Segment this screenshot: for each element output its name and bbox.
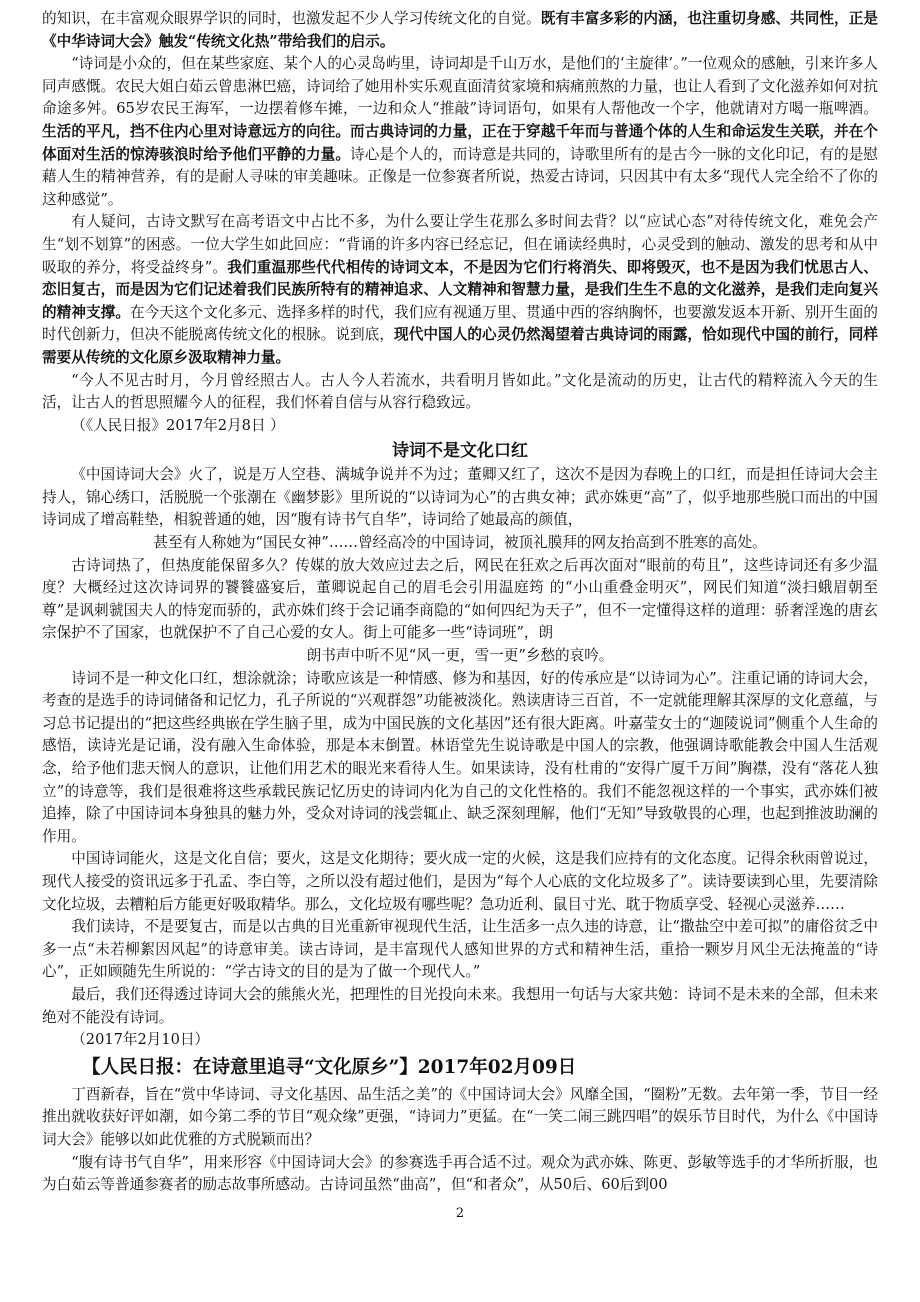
- paragraph: “诗词是小众的，但在某些家庭、某个人的心灵岛屿里，诗词却是千山万水，是他们的‘主旋律’。”一位观众的感触，引来许多人同声感慨。农民大姐白茹云曾患淋巴癌，诗词给了她用朴实乐观直面清贫家境和病痛煎熬的力量，也让人看到了文化滋养如何对抗命途多舛。65岁农民王海军，一边摆着修车摊，一边和众人“推敲”诗词语句，如果有人帮他改一个字，他就请对方喝一瓶啤酒。生活的平凡，挡不住内心里对诗意远方的向往。而古典诗词的力量，正在于穿越千年而与普通个体的人生和命运发生关联，并在个体面对生活的惊涛骇浪时给予他们平静的力量。诗心是个人的，而诗意是共同的，诗歌里所有的是古今一脉的文化印记，有的是慰藉人生的精神营养，有的是耐人寻味的审美趣味。正像是一位参赛者所说，热爱古诗词，只因其中有太多“现代人完全给不了你的这种感觉”。: [42, 55, 878, 208]
- page-number: 2: [455, 1206, 465, 1221]
- paragraph: 《中国诗词大会》火了，说是万人空巷、满城争说并不为过；董卿又红了，这次不是因为春晚上的口红，而是担任诗词大会主持人，锦心绣口，活脱脱一个张潮在《幽梦影》里所说的“以诗词为心”的古典女神；武亦姝更“高”了，似乎地那些脱口而出的中国诗词成了增高鞋垫，相貌普通的她，因“腹有诗书气自华”，诗词给了她最高的颜值，: [42, 466, 878, 529]
- paragraph: “今人不见古时月，今月曾经照古人。古人今人若流水，共看明月皆如此。”文化是流动的历史，让古代的精粹流入今天的生活，让古人的哲思照耀今人的征程，我们怀着自信与从容行稳致远。: [42, 371, 878, 412]
- paragraph: “腹有诗书气自华”，用来形容《中国诗词大会》的参赛选手再合适不过。观众为武亦姝、陈更、彭敏等选手的才华所折服，也为白茹云等普通参赛者的励志故事所感动。古诗词虽然“曲高”，但“和者众”，从50后、60后到00: [42, 1153, 878, 1194]
- paragraph: 中国诗词能火，这是文化自信；要火，这是文化期待；要火成一定的火候，这是我们应持有的文化态度。记得余秋雨曾说过，现代人接受的资讯远多于孔孟、李白等，之所以没有超过他们，是因为“每个人心底的文化垃圾多了”。读诗要读到心里，先要清除文化垃圾，去糟粕后方能更好吸取精华。那么，文化垃圾有哪些呢？急功近利、鼠目寸光、耽于物质享受、轻视心灵滋养……: [42, 850, 878, 913]
- paragraph-continuation: 甚至有人称她为“国民女神”……曾经高冷的中国诗词，被顶礼膜拜的网友抬高到不胜寒的高处。: [153, 534, 767, 552]
- paragraph: 的知识，在丰富观众眼界学识的同时，也激发起不少人学习传统文化的自觉。既有丰富多彩的内涵，也注重切身感、共同性，正是《中华诗词大会》触发“传统文化热”带给我们的启示。: [42, 10, 878, 50]
- bold-text: 我们重温那些代代相传的诗词文本，不是因为它们行将消失、即将毁灭，也不是因为我们忧思古人、恋旧复古，而是因为它们记述着我们民族所特有的精神追求、人文精神和智慧力量，是我们生生不息的文化滋养，是我们走向复兴的精神支撑。: [42, 258, 878, 321]
- paragraph: 最后，我们还得透过诗词大会的熊熊火光，把理性的目光投向未来。我想用一句话与大家共勉：诗词不是未来的全部，但未来绝对不能没有诗词。: [42, 985, 878, 1026]
- paragraph: 我们读诗，不是要复古，而是以古典的目光重新审视现代生活，让生活多一点久违的诗意，让“撒盐空中差可拟”的庸俗贫乏中多一点“未若柳絮因风起”的诗意审美。读古诗词，是丰富现代人感知世界的方式和精神生活，重拾一颗岁月风尘无法掩盖的“诗心”，正如顾随先生所说的：“学古诗文的目的是为了做一个现代人。”: [42, 918, 878, 981]
- paragraph: 诗词不是一种文化口红，想涂就涂；诗歌应该是一种情感、修为和基因，好的传承应是“以诗词为心”。注重记诵的诗词大会，考查的是选手的诗词储备和记忆力，孔子所说的“兴观群怨”功能被淡化。熟读唐诗三百首，不一定就能理解其深厚的文化意蕴，与习总书记提出的“把这些经典嵌在学生脑子里，成为中国民族的文化基因”还有很大距离。叶嘉莹女士的“迦陵说词”侧重个人生命的感悟，读诗光是记诵，没有融入生命体验，那是本末倒置。林语堂先生说诗歌是中国人的宗教，他强调诗歌能教会中国人生活观念，给予他们悲天悯人的意识，让他们用艺术的眼光来看待人生。如果读诗，没有杜甫的“安得广厦千万间”胸襟，没有“落花人独立”的诗意等，我们是很难将这些承载民族记忆历史的诗词内化为自己的文化性格的。我们不能忽视这样的一个事实，武亦姝们被追捧，除了中国诗词本身独具的魅力外，受众对诗词的浅尝辄止、缺乏深刻理解，他们“无知”导致敬畏的心理，也起到推波助澜的作用。: [42, 669, 878, 845]
- paragraph: 有人疑问，古诗文默写在高考语文中占比不多，为什么要让学生花那么多时间去背？以“应试心态”对待传统文化，难免会产生“划不划算”的困惑。一位大学生如此回应：“背诵的许多内容已经忘记，但在诵读经典时，心灵受到的触动、激发的思考和从中吸取的养分，将受益终身”。我们重温那些代代相传的诗词文本，不是因为它们行将消失、即将毁灭，也不是因为我们忧思古人、恋旧复古，而是因为它们记述着我们民族所特有的精神追求、人文精神和智慧力量，是我们生生不息的文化滋养，是我们走向复兴的精神支撑。在今天这个文化多元、选择多样的时代，我们应有视通万里、贯通中西的容纳胸怀，也要激发返本开新、别开生面的时代创新力，但决不能脱离传统文化的根脉。说到底，现代中国人的心灵仍然渴望着古典诗词的雨露，恰如现代中国的前行，同样需要从传统的文化原乡汲取精神力量。: [42, 213, 878, 366]
- section-title: 【人民日报：在诗意里追寻“文化原乡”】2017年02月09日: [82, 1056, 577, 1078]
- section-title: 诗词不是文化口红: [392, 441, 528, 462]
- paragraph-continuation: 朗书声中听不见“风一更，雪一更”乡愁的哀吟。: [306, 647, 614, 665]
- bold-text: 既有丰富多彩的内涵，也注重切身感、共同性，正是《中华诗词大会》触发“传统文化热”带给我们的启示。: [42, 10, 878, 50]
- paragraph: 古诗词热了，但热度能保留多久？传媒的放大效应过去之后，网民在狂欢之后再次面对“眼前的苟且”，这些诗词还有多少温度？大概经过这次诗词界的饕餮盛宴后，董卿说起自己的眉毛会引用温庭筠 的“小山重叠金明灭”，网民们知道“淡扫蛾眉朝至尊”是讽刺虢国夫人的恃宠而骄的，武亦姝们终于会记诵李商隐的“如何四纪为天子”，但不一定懂得这样的道理：骄奢淫逸的唐玄宗保护不了国家，也就保护不了自己心爱的女人。街上可能多一些“诗词班”，朗: [42, 556, 878, 642]
- source-citation: （2017年2月10日）: [71, 1031, 210, 1049]
- bold-text: 生活的平凡，挡不住内心里对诗意远方的向往。而古典诗词的力量，正在于穿越千年而与普通个体的人生和命运发生关联，并在个体面对生活的惊涛骇浪时给予他们平静的力量。: [42, 122, 878, 163]
- paragraph: 丁酉新春，旨在“赏中华诗词、寻文化基因、品生活之美”的《中国诗词大会》风靡全国，“圈粉”无数。去年第一季，节目一经推出就收获好评如潮，如今第二季的节目“观众缘”更强，“诗词力”更猛。在“一笑二闹三跳四唱”的娱乐节目时代，为什么《中国诗词大会》能够以如此优雅的方式脱颖而出？: [42, 1085, 878, 1148]
- source-citation: （《人民日报》2017年2月8日 ）: [71, 416, 285, 434]
- bold-text: 现代中国人的心灵仍然渴望着古典诗词的雨露，恰如现代中国的前行，同样需要从传统的文化原乡汲取精神力量。: [42, 326, 878, 366]
